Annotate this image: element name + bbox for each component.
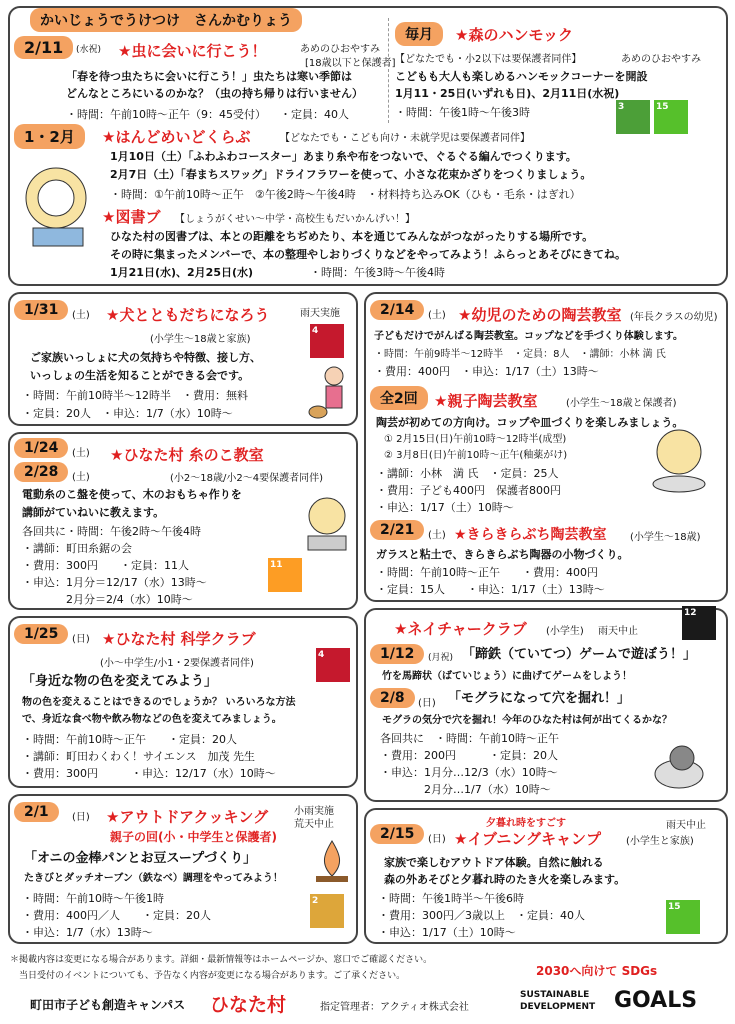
crafts-time: ・時間：①午前10時～正午 ②午後2時～午後4時 ・材料持ち込みOK（ひも・毛糸・はぎれ） xyxy=(110,188,581,201)
evening-i2: ・費用：300円／3歳以上 ・定員：40人 xyxy=(378,909,585,922)
glass-age: (小学生～18歳) xyxy=(630,532,701,543)
itoko-d1: 電動糸のこ盤を使って、木のおもちゃ作りを xyxy=(22,488,242,501)
glass-title: ★きらきらぶち陶芸教室 xyxy=(454,527,607,543)
bugs-title: ★虫に会いに行こう！ xyxy=(118,42,267,60)
nature-sub2: 「モグラになって穴を掘れ！」 xyxy=(448,691,631,706)
itoko-date1: 1/24 xyxy=(14,438,68,458)
campfire-lion-icon xyxy=(310,836,354,886)
sdg-2-icon: 2 xyxy=(310,894,344,928)
family-pottery-age: (小学生～18歳と保護者) xyxy=(566,398,677,409)
cooking-title: ★アウトドアクッキング xyxy=(106,808,269,826)
crafts-l2: 2月7日（土）「春まちスワッグ」ドライフラワーを使って、小さな花束かざりをつくりましょう。 xyxy=(110,168,592,181)
nature-day2: (日) xyxy=(418,698,436,709)
cooking-i1: ・時間：午前10時～午後1時 xyxy=(22,892,164,905)
sdg-15b-icon: 15 xyxy=(666,900,700,934)
monthly-tag: 毎月 xyxy=(395,22,443,46)
lion-reading-icon xyxy=(18,158,98,253)
bugs-cap: ・定員：40人 xyxy=(280,108,349,121)
crafts-title: ★はんどめいどくらぶ xyxy=(102,128,251,146)
bugs-age: [18歳以下と保護者] xyxy=(305,58,396,69)
evening-rain: 雨天中止 xyxy=(666,820,706,831)
footer-sdg2: DEVELOPMENT xyxy=(520,1002,596,1012)
evening-box xyxy=(364,808,728,944)
crafts-l1: 1月10日（土）「ふわふわコースター」あまり糸や布をつないで、ぐるぐる編んでつくります。 xyxy=(110,150,577,163)
dogs-box xyxy=(8,292,358,426)
bugs-desc1: 「春を待つ虫たちに会いに行こう！」虫たちは寒い季節は xyxy=(66,70,352,83)
library-l2: その時に集まったメンバーで、本の整理やしおりづくりなどをやってみよう！ふらっとあそびにきてね。 xyxy=(110,248,627,261)
science-i2: ・講師：町田わくわく！サイエンス 加茂 先生 xyxy=(22,750,255,763)
sdg-3-icon: 3 xyxy=(616,100,650,134)
dogs-title: ★犬とともだちになろう xyxy=(106,306,270,324)
science-date: 1/25 xyxy=(14,624,68,644)
glass-day: (土) xyxy=(428,530,446,541)
library-title: ★図書ブ xyxy=(102,208,161,226)
dogs-d2: いっしょの生活を知ることができる会です。 xyxy=(30,369,250,382)
nature-date2: 2/8 xyxy=(370,688,415,708)
toddler-date: 2/14 xyxy=(370,300,424,320)
toddler-i1: ・時間：午前9時半～12時半 ・定員：8人 ・講師：小林 満 氏 xyxy=(374,349,666,360)
evening-d2: 森の外あそびと夕暮れ時のたき火を楽しみます。 xyxy=(384,873,626,886)
nature-box xyxy=(364,608,728,802)
science-box xyxy=(8,616,358,788)
itoko-box xyxy=(8,432,358,610)
sdg-4-icon: 4 xyxy=(310,324,344,358)
evening-i1: ・時間：午後1時半～午後6時 xyxy=(378,892,524,905)
footer-campus: 町田市子ども創造キャンパス xyxy=(30,998,186,1012)
science-title: ★ひなた村 科学クラブ xyxy=(102,630,256,648)
library-l1: ひなた村の図書ブは、本との距離をちぢめたり、本を通じてみんながつながったりする場所です。 xyxy=(110,230,594,243)
itoko-i1: 各回共に・時間：午後2時～午後4時 xyxy=(22,525,201,538)
header-tag: かいじょうでうけつけ さんかむりょう xyxy=(30,8,302,32)
family-pottery-d1: 陶芸が初めての方向け。コップや皿づくりを楽しみましょう。 xyxy=(376,416,684,429)
science-sub: 「身近な物の色を変えてみよう」 xyxy=(22,674,218,689)
toddler-i2: ・費用：400円 ・申込：1/17（土）13時～ xyxy=(374,365,599,378)
mole-digging-icon xyxy=(646,734,712,794)
nature-d1: 竹を馬蹄状（ばていじょう）に曲げてゲームをしよう！ xyxy=(382,671,632,682)
footer-manager: 指定管理者：アクティオ株式会社 xyxy=(320,1002,469,1013)
science-d2: で、身近な食べ物や飲み物などの色を変えてみましょう。 xyxy=(22,714,282,725)
lion-sawing-icon xyxy=(302,494,352,554)
cooking-day: (日) xyxy=(72,812,90,823)
toddler-age: (年長クラスの幼児) xyxy=(630,312,718,323)
family-pottery-i3: ・申込：1/17（土）10時～ xyxy=(376,501,514,514)
dogs-age: (小学生～18歳と家族) xyxy=(150,334,251,345)
itoko-d2: 講師がていねいに教えます。 xyxy=(22,506,165,519)
lion-pottery-icon xyxy=(646,424,712,494)
cooking-menu: 「オニの金棒パンとお豆スープづくり」 xyxy=(24,851,257,866)
dogs-i1: ・時間：午前10時半～12時半 ・費用：無料 xyxy=(22,389,248,402)
dogs-rain: 雨天実施 xyxy=(300,308,340,319)
bugs-day: (水祝) xyxy=(76,45,102,55)
science-day: (日) xyxy=(72,634,90,645)
crafts-cond: 【どなたでも・こども向け・未就学児は要保護者同伴】 xyxy=(280,133,530,144)
toddler-day: (土) xyxy=(428,310,446,321)
toddler-d1: 子どもだけでがんばる陶芸教室。コップなどを手づくり体験します。 xyxy=(374,331,683,342)
evening-d1: 家族で楽しむアウトドア体験。自然に触れる xyxy=(384,856,604,869)
nature-sub1: 「蹄鉄（ていてつ）ゲームで遊ぼう！」 xyxy=(462,647,697,662)
library-cond: 【しょうがくせい～中学・高校生もだいかんげい！】 xyxy=(175,214,415,225)
dogs-i2: ・定員：20人 ・申込：1/7（水）10時～ xyxy=(22,407,233,420)
crafts-tag: 1・2月 xyxy=(14,124,85,149)
itoko-date2: 2/28 xyxy=(14,462,68,482)
itoko-i3: ・費用：300円 ・定員：11人 xyxy=(22,559,189,572)
monthly-dates: 1月11・25日(いずれも日)、2月11日(水祝) xyxy=(395,87,620,100)
glass-date: 2/21 xyxy=(370,520,424,540)
nature-d2: モグラの気分で穴を掘れ！今年のひなた村は何が出てくるかな？ xyxy=(382,715,672,726)
footer-brand: ひなた村 xyxy=(210,994,287,1016)
family-pottery-i2: ・費用：子ども400円 保護者800円 xyxy=(376,484,561,497)
bugs-desc2: どんなところにいるのかな？（虫の持ち帰りは行いません） xyxy=(66,87,363,100)
toddler-title: ★幼児のための陶芸教室 xyxy=(458,306,622,324)
girl-with-dog-icon xyxy=(308,364,352,422)
cooking-i2: ・費用：400円／人 ・定員：20人 xyxy=(22,909,211,922)
nature-i3: ・申込：1月分…12/3（水）10時～ xyxy=(380,766,558,779)
pottery-box xyxy=(364,292,728,602)
family-pottery-s1: ① 2月15日(日)午前10時～12時半(成型) xyxy=(384,434,567,445)
itoko-age: (小2～18歳/小2～4要保護者同伴) xyxy=(170,473,323,484)
monthly-cond: 【どなたでも・小2以下は要保護者同伴】 xyxy=(395,54,582,65)
dogs-d1: ご家族いっしょに犬の気持ちや特徴、接し方、 xyxy=(30,351,261,364)
evening-day: (日) xyxy=(428,834,446,845)
footer-note-1: ＊掲載内容は変更になる場合があります。詳細・最新情報等はホームページか、窓口でご確認ください。 xyxy=(10,955,433,965)
family-pottery-tag: 全2回 xyxy=(370,386,428,410)
nature-age: (小学生) xyxy=(546,626,584,637)
evening-i3: ・申込：1/17（土）10時～ xyxy=(378,926,516,939)
science-i3: ・費用：300円 ・申込：12/17（水）10時～ xyxy=(22,767,276,780)
glass-i2: ・定員：15人 ・申込：1/17（土）13時～ xyxy=(376,583,605,596)
sdg-15-icon: 15 xyxy=(654,100,688,134)
itoko-day1: (土) xyxy=(72,448,90,459)
itoko-i5: 2月分＝2/4（水）10時～ xyxy=(22,593,193,606)
nature-i2: ・費用：200円 ・定員：20人 xyxy=(380,749,558,762)
monthly-time: ・時間：午後1時～午後3時 xyxy=(395,106,530,119)
cooking-box xyxy=(8,794,358,944)
dogs-day: (土) xyxy=(72,310,90,321)
evening-age: (小学生と家族) xyxy=(626,836,694,847)
itoko-i2: ・講師：町田糸鋸の会 xyxy=(22,542,132,555)
bugs-date: 2/11 xyxy=(14,36,73,59)
monthly-desc: こどもも大人も楽しめるハンモックコーナーを開設 xyxy=(395,70,648,83)
itoko-i4: ・申込：1月分＝12/17（水）13時～ xyxy=(22,576,207,589)
top-events-box xyxy=(8,6,728,286)
sdg-11-icon: 11 xyxy=(268,558,302,592)
science-age: (小～中学生/小1・2要保護者同伴) xyxy=(100,658,254,669)
nature-day1: (月祝) xyxy=(428,653,454,663)
nature-i1: 各回共に ・時間：午前10時～正午 xyxy=(380,732,559,745)
footer-note-2: 当日受付のイベントについても、予告なく内容が変更になる場合があります。ご了承ください。 xyxy=(10,971,406,981)
evening-date: 2/15 xyxy=(370,824,424,844)
science-i1: ・時間：午前10時～正午 ・定員：20人 xyxy=(22,733,237,746)
cooking-date: 2/1 xyxy=(14,802,59,822)
nature-rain: 雨天中止 xyxy=(598,626,638,637)
nature-title: ★ネイチャークラブ xyxy=(394,620,527,638)
library-time: ・時間：午後3時～午後4時 xyxy=(310,266,445,279)
cooking-i3: ・申込：1/7（水）13時～ xyxy=(22,926,153,939)
bugs-rain: あめのひおやすみ xyxy=(300,44,380,55)
bugs-time: ・時間：午前10時～正午（9：45受付） xyxy=(66,108,266,121)
dogs-date: 1/31 xyxy=(14,300,68,320)
cooking-rain2: 荒天中止 xyxy=(294,819,334,830)
glass-d1: ガラスと粘土で、きらきらぶち陶器の小物づくり。 xyxy=(376,548,629,561)
library-dates: 1月21日(水)、2月25日(水) xyxy=(110,266,254,279)
cooking-sub: 親子の回(小・中学生と保護者) xyxy=(110,830,277,844)
monthly-place: あめのひおやすみ xyxy=(621,54,701,65)
family-pottery-title: ★親子陶芸教室 xyxy=(434,392,538,410)
nature-i4: 2月分…1/7（水）10時～ xyxy=(380,783,551,796)
cooking-d1: たきびとダッチオーブン（鉄なべ）調理をやってみよう！ xyxy=(24,873,283,884)
glass-i1: ・時間：午前10時～正午 ・費用：400円 xyxy=(376,566,598,579)
footer-sdg2030: 2030へ向けて SDGs xyxy=(536,964,658,978)
cooking-rain1: 小雨実施 xyxy=(294,806,334,817)
sdg-12-icon: 12 xyxy=(682,606,716,640)
evening-pre: 夕暮れ時をすごす xyxy=(486,818,566,829)
nature-date1: 1/12 xyxy=(370,644,424,664)
science-d1: 物の色を変えることはできるのでしょうか？ いろいろな方法 xyxy=(22,697,296,708)
footer-goals: GOALS xyxy=(614,988,698,1013)
itoko-title: ★ひなた村 糸のこ教室 xyxy=(110,446,264,464)
family-pottery-s2: ② 3月8日(日)午前10時～正午(釉薬がけ) xyxy=(384,450,568,461)
footer-sdg1: SUSTAINABLE xyxy=(520,990,590,1000)
monthly-title: ★森のハンモック xyxy=(455,26,573,44)
itoko-day2: (土) xyxy=(72,472,90,483)
sdg-4b-icon: 4 xyxy=(316,648,350,682)
evening-title: ★イブニングキャンプ xyxy=(454,830,601,848)
family-pottery-i1: ・講師：小林 満 氏 ・定員：25人 xyxy=(376,467,559,480)
